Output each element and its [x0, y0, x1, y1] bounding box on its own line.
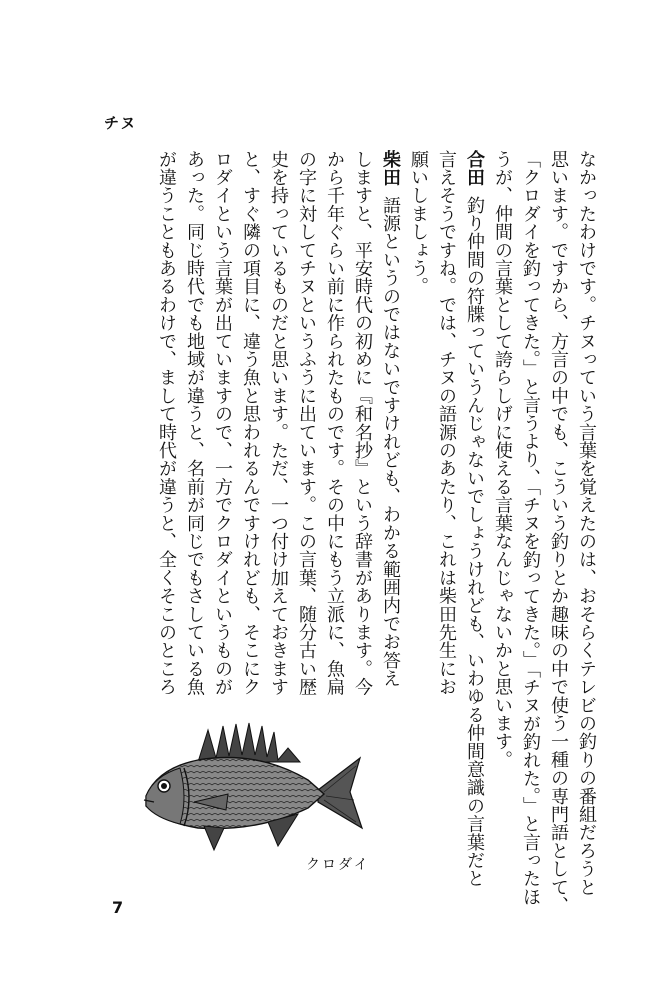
dialogue-text: 釣り仲間の符牒っていうんじゃないでしょうけれども、いわゆる仲間意識の言葉だと	[464, 196, 485, 889]
dialogue-text: 語源というのではないですけれども、わかる範囲内でお答え	[380, 196, 401, 688]
speaker-name: 柴田	[380, 150, 401, 187]
text-column: なかったわけです。チヌっていう言葉を覚えたのは、おそらくテレビの釣りの番組だろうと	[576, 150, 597, 897]
text-column: と、すぐ隣の項目に、違う魚と思われるんですけれども、そこにク	[240, 150, 261, 696]
text-column	[462, 150, 486, 888]
text-column: が違うこともあるわけで、まして時代が違うと、全くそこのところ	[156, 150, 177, 696]
text-column: から千年ぐらい前に作られたものです。その中にもう立派に、魚扁	[324, 150, 345, 696]
page-number: 7	[112, 898, 124, 917]
text-column: 願いしましょう。	[408, 150, 429, 296]
text-column: 史を持っているものだと思います。ただ、一つ付け加えておきます	[268, 150, 289, 696]
text-column: ロダイという言葉が出ていますので、一方でクロダイというものが	[212, 150, 233, 696]
text-column: うが、仲間の言葉として誇らしげに使える言葉なんじゃないかと思います。	[492, 150, 513, 769]
text-column: 「クロダイを釣ってきた。」と言うより、「チヌを釣ってきた。」「チヌが釣れた。」と言ったほ	[520, 150, 541, 906]
text-column: 思います。ですから、方言の中でも、こういう釣りとか趣味の中で使う一種の専門語として、	[548, 150, 569, 915]
text-column: の字に対してチヌというふうに出ています。この言葉、随分古い歴	[296, 150, 317, 696]
black-sea-bream-fish-icon	[128, 710, 368, 860]
text-column: 言えそうですね。では、チヌの語源のあたり、これは柴田先生にお	[436, 150, 457, 696]
text-column: しますと、平安時代の初めに『和名抄』という辞書があります。今	[352, 150, 373, 696]
text-column: あった。同じ時代でも地域が違うと、名前が同じでもさしている魚	[184, 150, 205, 696]
text-column	[378, 150, 402, 688]
illustration-caption: クロダイ	[306, 857, 370, 873]
section-label: チヌ	[104, 114, 138, 132]
speaker-name: 合田	[464, 150, 485, 187]
